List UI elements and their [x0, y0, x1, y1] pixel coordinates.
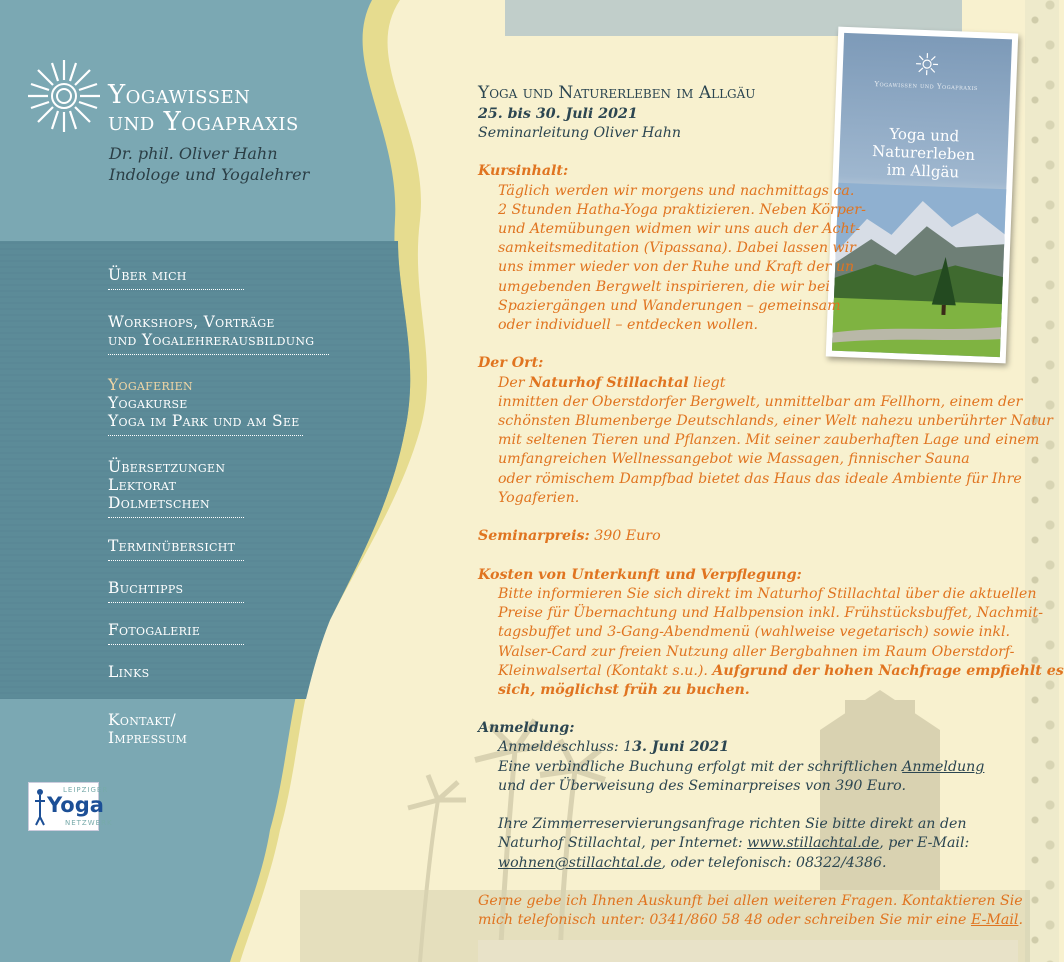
ort-text-line: schönsten Blumenberge Deutschlands, einer Welt nahezu unberührter Natur: [498, 413, 1053, 429]
kosten-text-line: Preise für Übernachtung und Halbpension inkl. Frühstücksbuffet, Nachmit-: [498, 605, 1044, 621]
seminarpreis: [478, 527, 661, 546]
ort-intro: [498, 374, 725, 393]
ort-text-line: oder römischem Dampfbad bietet das Haus das ideale Ambiente für Ihre: [498, 471, 1022, 487]
nav-about[interactable]: Über mich: [108, 266, 187, 284]
paisley-border: [1025, 0, 1059, 962]
nav-fotogalerie[interactable]: Fotogalerie: [108, 621, 201, 639]
page-title: Yoga und Naturerleben im Allgäu: [478, 83, 756, 103]
nav-divider: [108, 559, 244, 561]
ort-text-line: mit seltenen Tieren und Pflanzen. Mit seiner zauberhaften Lage und einem: [498, 432, 1040, 448]
ort-pre: Der: [498, 375, 530, 391]
kosten-text-line: Bitte informieren Sie sich direkt im Naturhof Stillachtal über die aktuellen: [498, 586, 1037, 602]
ort-post: liegt: [688, 375, 726, 391]
kurs-text-line: Spaziergängen und Wanderungen – gemeinsam: [498, 298, 841, 314]
buchung-pre: Eine verbindliche Buchung erfolgt mit der schriftlichen: [498, 759, 903, 775]
anmeldeschluss-pre: Anmeldeschluss: 1: [498, 739, 633, 755]
kurs-text-line: umgebenden Bergwelt inspirieren, die wir bei: [498, 279, 830, 295]
anmeldung-label: Anmeldung:: [478, 720, 575, 736]
kurs-text-line: uns immer wieder von der Ruhe und Kraft der un: [498, 259, 855, 275]
auskunft-line: Gerne gebe ich Ihnen Auskunft bei allen weiteren Fragen. Kontaktieren Sie: [478, 893, 1023, 909]
site-title-line2[interactable]: und Yogapraxis: [108, 107, 299, 137]
kosten-pre: Kleinwalsertal (Kontakt s.u.).: [498, 663, 713, 679]
ort-name: Naturhof Stillachtal: [529, 375, 689, 391]
author-name: Dr. phil. Oliver Hahn: [109, 144, 278, 163]
site-title-line1[interactable]: Yogawissen: [108, 80, 251, 110]
zimmer-pre: Naturhof Stillachtal, per Internet:: [498, 835, 748, 851]
nav-yogalehrerausbildung[interactable]: und Yogalehrerausbildung: [108, 331, 315, 349]
nav-yogakurse[interactable]: Yogakurse: [108, 394, 188, 412]
brochure-title-line3: im Allgäu: [886, 160, 960, 182]
nav-divider: [108, 601, 244, 603]
nav-divider: [108, 434, 303, 436]
kosten-text-line: [498, 662, 1064, 681]
buchung-line: [498, 758, 984, 777]
zimmer-phone: , oder telefonisch: 08322/4386.: [661, 855, 887, 871]
anmeldeschluss: [498, 738, 729, 757]
nav-divider: [108, 516, 244, 518]
brochure-sun-icon: [915, 52, 940, 77]
anmeldeschluss-date: 3. Juni 2021: [632, 739, 730, 755]
anmeldung-link[interactable]: Anmeldung: [902, 759, 985, 775]
nav-buchtipps[interactable]: Buchtipps: [108, 579, 184, 597]
kosten-text-line: [498, 681, 750, 700]
ort-text-line: Yogaferien.: [498, 490, 580, 506]
kurs-text-line: und Atemübungen widmen wir uns auch der Acht-: [498, 221, 861, 237]
email-link[interactable]: E-Mail: [970, 912, 1019, 928]
brochure-image[interactable]: [826, 27, 1019, 364]
brochure-title-line2: Naturerleben: [871, 142, 976, 164]
nav-yoga-park[interactable]: Yoga im Park und am See: [108, 412, 300, 430]
nav-lektorat[interactable]: Lektorat: [108, 476, 177, 494]
nav-uebersetzungen[interactable]: Übersetzungen: [108, 458, 226, 476]
kurs-text-line: Täglich werden wir morgens und nachmittags ca.: [498, 183, 855, 199]
nav-kontakt[interactable]: Kontakt/: [108, 711, 177, 729]
brochure-title-line1: Yoga und: [889, 124, 960, 146]
stillachtal-website-link[interactable]: www.stillachtal.de: [747, 835, 880, 851]
kosten-text-line: tagsbuffet und 3-Gang-Abendmenü (wahlweise vegetarisch) sowie inkl.: [498, 624, 1011, 640]
auskunft-pre: mich telefonisch unter: 0341/860 58 48 oder schreiben Sie mir eine: [478, 912, 971, 928]
nav-links[interactable]: Links: [108, 663, 150, 681]
sun-logo-icon[interactable]: [26, 58, 102, 134]
seminarpreis-value: 390 Euro: [589, 528, 661, 544]
kursinhalt-label: Kursinhalt:: [478, 163, 569, 179]
zimmer-line: [498, 854, 887, 873]
nav-yogaferien[interactable]: Yogaferien: [108, 376, 193, 394]
badge-main-text: Yoga: [47, 793, 104, 817]
seminar-leitung: Seminarleitung Oliver Hahn: [478, 125, 682, 141]
nav-divider: [108, 353, 329, 355]
buchung-line: und der Überweisung des Seminarpreises von 390 Euro.: [498, 778, 906, 794]
brochure-cover: [832, 33, 1012, 357]
seminar-dates: 25. bis 30. Juli 2021: [478, 106, 638, 122]
nav-divider: [108, 643, 244, 645]
kurs-text-line: 2 Stunden Hatha-Yoga praktizieren. Neben Körper-: [498, 202, 866, 218]
auskunft-line: [478, 911, 1023, 930]
stillachtal-email-link[interactable]: wohnen@stillachtal.de: [498, 855, 662, 871]
kosten-bold-2: sich, möglichst früh zu buchen.: [498, 682, 750, 698]
kosten-label: Kosten von Unterkunft und Verpflegung:: [478, 567, 802, 583]
bottom-strip: [478, 940, 1018, 962]
kurs-text-line: oder individuell – entdecken wollen.: [498, 317, 759, 333]
brochure-org: Yogawissen und Yogapraxis: [874, 80, 979, 93]
ort-text-line: umfangreichen Wellnessangebot wie Massagen, finnischer Sauna: [498, 451, 970, 467]
ort-text-line: inmitten der Oberstdorfer Bergwelt, unmittelbar am Fellhorn, einem der: [498, 394, 1023, 410]
zimmer-line: [498, 834, 969, 853]
yoga-figure-icon: [33, 787, 47, 827]
kurs-text-line: samkeitsmeditation (Vipassana). Dabei lassen wir: [498, 240, 856, 256]
kosten-text-line: Walser-Card zur freien Nutzung aller Bergbahnen im Raum Oberstdorf-: [498, 644, 1015, 660]
nav-dolmetschen[interactable]: Dolmetschen: [108, 494, 210, 512]
nav-impressum[interactable]: Impressum: [108, 729, 188, 747]
nav-termine[interactable]: Terminübersicht: [108, 537, 236, 555]
nav-workshops[interactable]: Workshops, Vorträge: [108, 313, 275, 331]
ort-label: Der Ort:: [478, 355, 544, 371]
kosten-bold: Aufgrund der hohen Nachfrage empfiehlt es: [712, 663, 1064, 679]
badge-top-text: LEIPZIGER: [63, 786, 109, 794]
badge-bottom-text: NETZWERK: [65, 819, 113, 827]
zimmer-post: , per E-Mail:: [879, 835, 970, 851]
nav-divider: [108, 288, 244, 290]
yoga-network-badge[interactable]: [28, 782, 113, 831]
auskunft-post: .: [1018, 912, 1023, 928]
zimmer-line: Ihre Zimmerreservierungsanfrage richten Sie bitte direkt an den: [498, 816, 967, 832]
author-title: Indologe und Yogalehrer: [109, 165, 310, 184]
seminarpreis-label: Seminarpreis:: [478, 528, 590, 544]
